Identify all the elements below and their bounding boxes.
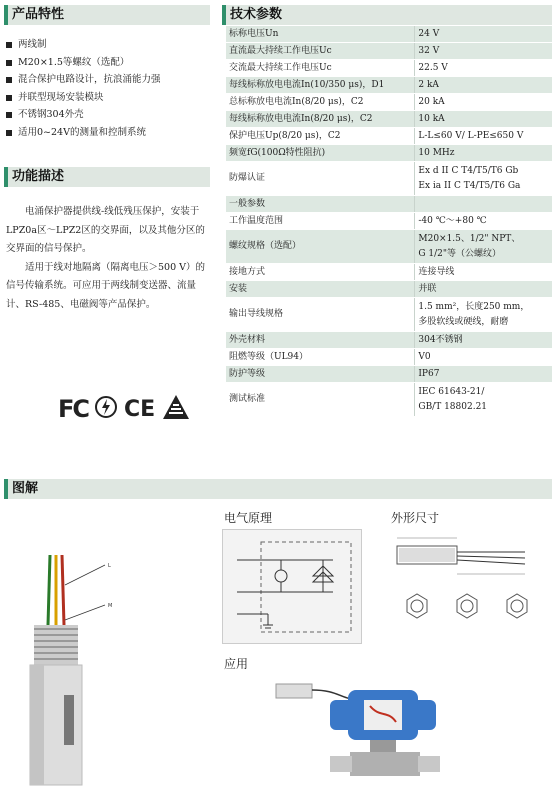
feature-item: 并联型现场安装模块 <box>6 89 161 107</box>
dimensions-caption: 外形尺寸 <box>391 511 440 525</box>
spec-value: GB/T 18802.21 <box>418 401 488 412</box>
specs-heading: 技术参数 <box>222 5 552 25</box>
spec-row <box>226 128 552 145</box>
spec-label: 直流最大持续工作电压Uc <box>226 43 415 60</box>
description-paragraph: 适用于线对地隔离（隔离电压＞500 V）的信号传输系统。可应用于两线制变送器、流量计、RS-485、电磁阀等产品保护。 <box>6 261 206 310</box>
spec-label: 每线标称放电电流In(8/20 μs)，C2 <box>226 111 415 128</box>
lightning-icon <box>94 395 118 423</box>
spec-label: 工作温度范围 <box>226 213 415 230</box>
description-paragraph: 电涌保护器提供线-线低残压保护，安装于LPZ0a区～LPZ2区的交界面，以及其他分区的交界面的信号保护。 <box>6 206 205 254</box>
spec-row <box>226 332 552 349</box>
spec-label: 交流最大持续工作电压Uc <box>226 60 415 77</box>
features-list <box>6 36 161 141</box>
fc-logo: FC <box>58 395 89 423</box>
spec-label: 阻燃等级（UL94） <box>226 349 415 366</box>
spec-row <box>226 26 552 43</box>
spec-value: Ex d II C T4/T5/T6 Gb <box>418 165 519 176</box>
spec-label: 防护等级 <box>226 366 415 383</box>
spec-value: V0 <box>415 349 552 366</box>
spec-row <box>226 349 552 366</box>
spec-value: 1.5 mm²，长度250 mm， <box>418 301 530 312</box>
spec-value: G 1/2"等（公螺纹） <box>418 248 502 259</box>
spec-value: 304不锈钢 <box>415 332 552 349</box>
dimension-drawing <box>385 528 550 638</box>
spec-value: IEC 61643-21/ <box>418 386 485 397</box>
spec-label: 总标称放电电流In(8/20 μs)，C2 <box>226 94 415 111</box>
feature-item: 适用0~24V的测量和控制系统 <box>6 124 161 142</box>
spec-label: 一般参数 <box>226 196 415 213</box>
spec-value: 22.5 V <box>415 60 552 77</box>
application-caption: 应用 <box>224 657 249 671</box>
spec-value: 并联 <box>415 281 552 298</box>
spec-value: 20 kA <box>415 94 552 111</box>
spec-value <box>415 196 552 213</box>
ce-logo: CE <box>124 396 156 422</box>
product-image <box>20 545 170 790</box>
spec-value: L-L≤60 V/ L-PE≤650 V <box>415 128 552 145</box>
spec-row <box>226 213 552 230</box>
spec-label: 标称电压Un <box>226 26 415 43</box>
spec-row <box>226 264 552 281</box>
spec-value: IP67 <box>415 366 552 383</box>
spec-row <box>226 145 552 162</box>
spec-label: 外壳材料 <box>226 332 415 349</box>
spec-row <box>226 281 552 298</box>
electrical-caption: 电气原理 <box>224 511 273 525</box>
spec-value: 32 V <box>415 43 552 60</box>
spec-table <box>226 26 552 417</box>
function-description <box>6 203 210 314</box>
spec-value: M20×1.5、1/2" NPT、 <box>418 233 521 244</box>
spec-label: 防爆认证 <box>226 162 415 196</box>
application-image <box>270 670 450 792</box>
spec-label: 输出导线规格 <box>226 298 415 332</box>
spec-row <box>226 230 552 264</box>
spec-row <box>226 111 552 128</box>
function-heading: 功能描述 <box>4 167 210 187</box>
spec-row <box>226 94 552 111</box>
spec-value: 10 kA <box>415 111 552 128</box>
spec-value: 10 MHz <box>415 145 552 162</box>
feature-item: 不锈钢304外壳 <box>6 106 161 124</box>
spec-value: 24 V <box>415 26 552 43</box>
spec-label: 保护电压Up(8/20 μs)，C2 <box>226 128 415 145</box>
certification-logos <box>58 392 191 426</box>
spec-label: 频宽fG(100Ω特性阻抗) <box>226 145 415 162</box>
spec-row <box>226 196 552 213</box>
spec-label: 螺纹规格（选配） <box>226 230 415 264</box>
electrical-schematic <box>222 529 362 644</box>
ex-triangle-icon <box>161 393 191 425</box>
spec-label: 安装 <box>226 281 415 298</box>
spec-value: 多股软线或硬线，耐磨 <box>418 316 509 327</box>
spec-row <box>226 298 552 332</box>
spec-row <box>226 366 552 383</box>
spec-value: Ex ia II C T4/T5/T6 Ga <box>418 180 521 191</box>
spec-label: 测试标准 <box>226 383 415 417</box>
spec-label: 每线标称放电电流In(10/350 μs)，D1 <box>226 77 415 94</box>
spec-row <box>226 60 552 77</box>
feature-item: M20×1.5等螺纹（选配） <box>6 54 161 72</box>
features-heading: 产品特性 <box>4 5 210 25</box>
feature-item: 混合保护电路设计，抗浪涌能力强 <box>6 71 161 89</box>
spec-row <box>226 43 552 60</box>
spec-label: 接地方式 <box>226 264 415 281</box>
spec-value: 连接导线 <box>415 264 552 281</box>
spec-row <box>226 383 552 417</box>
spec-row <box>226 77 552 94</box>
diagram-heading: 图解 <box>4 479 552 499</box>
feature-item: 两线制 <box>6 36 161 54</box>
spec-value: -40 ℃～+80 ℃ <box>415 213 552 230</box>
spec-row <box>226 162 552 196</box>
spec-value: 2 kA <box>415 77 552 94</box>
svg-text:L: L <box>108 563 111 569</box>
svg-text:M: M <box>108 603 113 609</box>
